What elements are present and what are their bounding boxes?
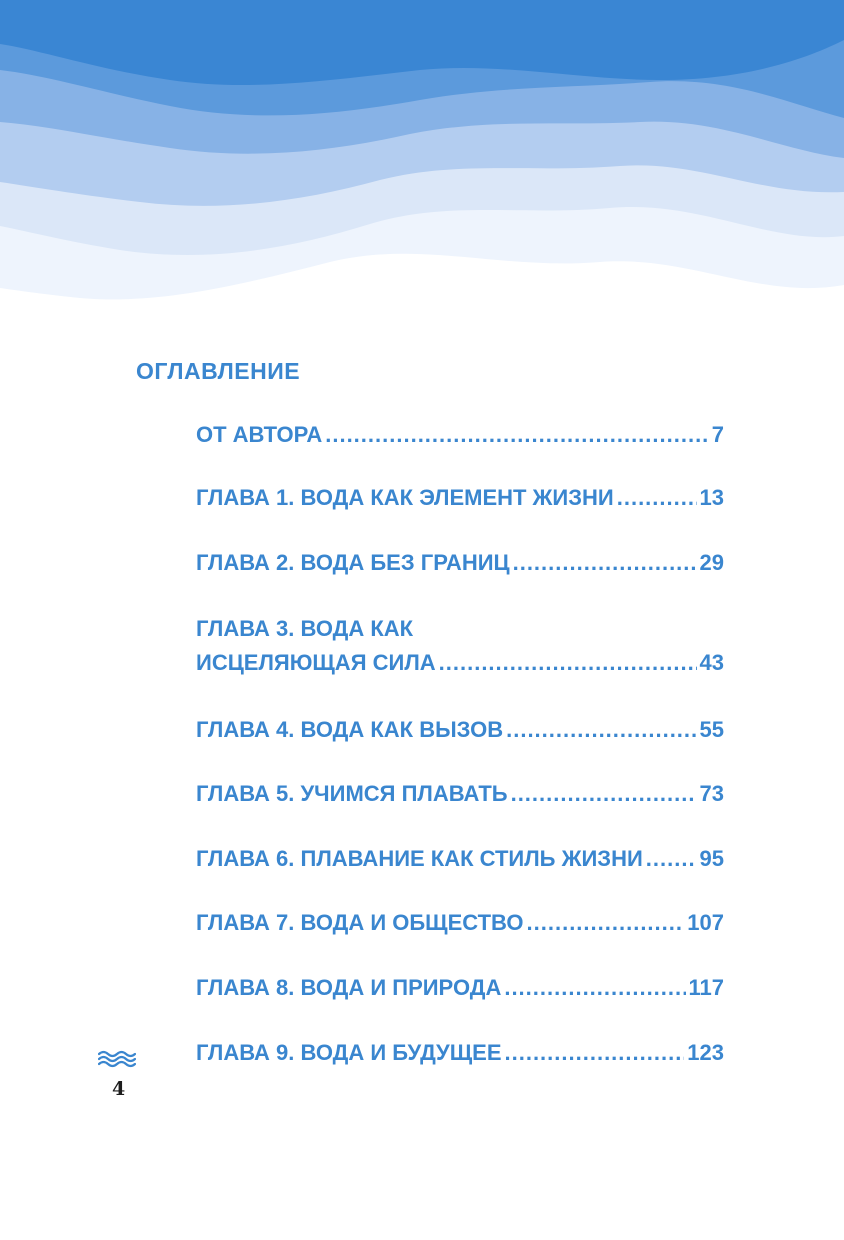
- toc-entry-title: ГЛАВА 1. ВОДА КАК ЭЛЕМЕНТ ЖИЗНИ: [196, 485, 614, 510]
- toc-entry-title: ГЛАВА 4. ВОДА КАК ВЫЗОВ: [196, 717, 504, 742]
- toc-entry-page: 29: [699, 550, 724, 575]
- wave-banner: [0, 0, 844, 310]
- toc-entry-title: ГЛАВА 6. ПЛАВАНИЕ КАК СТИЛЬ ЖИЗНИ: [196, 846, 643, 871]
- toc-entry-page: 117: [688, 975, 724, 1000]
- toc-entry[interactable]: [196, 546, 724, 580]
- toc-entry-page: 107: [687, 910, 724, 935]
- toc-entry-title: ГЛАВА 2. ВОДА БЕЗ ГРАНИЦ: [196, 550, 510, 575]
- toc-entry-page: 55: [699, 717, 724, 742]
- dot-leader: [511, 777, 697, 811]
- toc-entry-page: 123: [687, 1040, 724, 1065]
- dot-leader: [506, 713, 696, 747]
- toc-entry-title: ГЛАВА 5. УЧИМСЯ ПЛАВАТЬ: [196, 781, 508, 806]
- toc-entry[interactable]: [196, 713, 724, 747]
- page-number: 4: [112, 1078, 126, 1100]
- toc-entry[interactable]: [196, 612, 724, 680]
- toc-entry-title: ГЛАВА 7. ВОДА И ОБЩЕСТВО: [196, 910, 524, 935]
- toc-entry[interactable]: [196, 418, 724, 452]
- toc-heading: ОГЛАВЛЕНИЕ: [136, 358, 301, 384]
- toc-entry-title: ИСЦЕЛЯЮЩАЯ СИЛА: [196, 650, 436, 675]
- waves-icon: [98, 1050, 136, 1068]
- toc-entry-title: ГЛАВА 9. ВОДА И БУДУЩЕЕ: [196, 1040, 502, 1065]
- dot-leader: [617, 481, 697, 515]
- dot-leader: [646, 842, 697, 876]
- toc-entry[interactable]: [196, 1036, 724, 1070]
- dot-leader: [439, 646, 697, 680]
- dot-leader: [325, 418, 709, 452]
- toc-entry[interactable]: [196, 481, 724, 515]
- dot-leader: [527, 906, 685, 940]
- toc-entry[interactable]: [196, 971, 724, 1005]
- toc-entry[interactable]: [196, 777, 724, 811]
- toc-entry[interactable]: [196, 906, 724, 940]
- toc-entry-title: ОТ АВТОРА: [196, 422, 323, 447]
- toc-entry-page: 7: [711, 422, 724, 447]
- toc-entry-title: ГЛАВА 8. ВОДА И ПРИРОДА: [196, 975, 502, 1000]
- toc-entry-page: 73: [699, 781, 724, 806]
- toc-entry-page: 13: [699, 485, 724, 510]
- dot-leader: [505, 1036, 685, 1070]
- toc-entry-page: 43: [699, 650, 724, 675]
- toc-entry[interactable]: [196, 842, 724, 876]
- dot-leader: [513, 546, 697, 580]
- toc-entry-page: 95: [699, 846, 724, 871]
- toc-entry-title-line1: ГЛАВА 3. ВОДА КАК: [196, 616, 414, 641]
- dot-leader: [504, 971, 685, 1005]
